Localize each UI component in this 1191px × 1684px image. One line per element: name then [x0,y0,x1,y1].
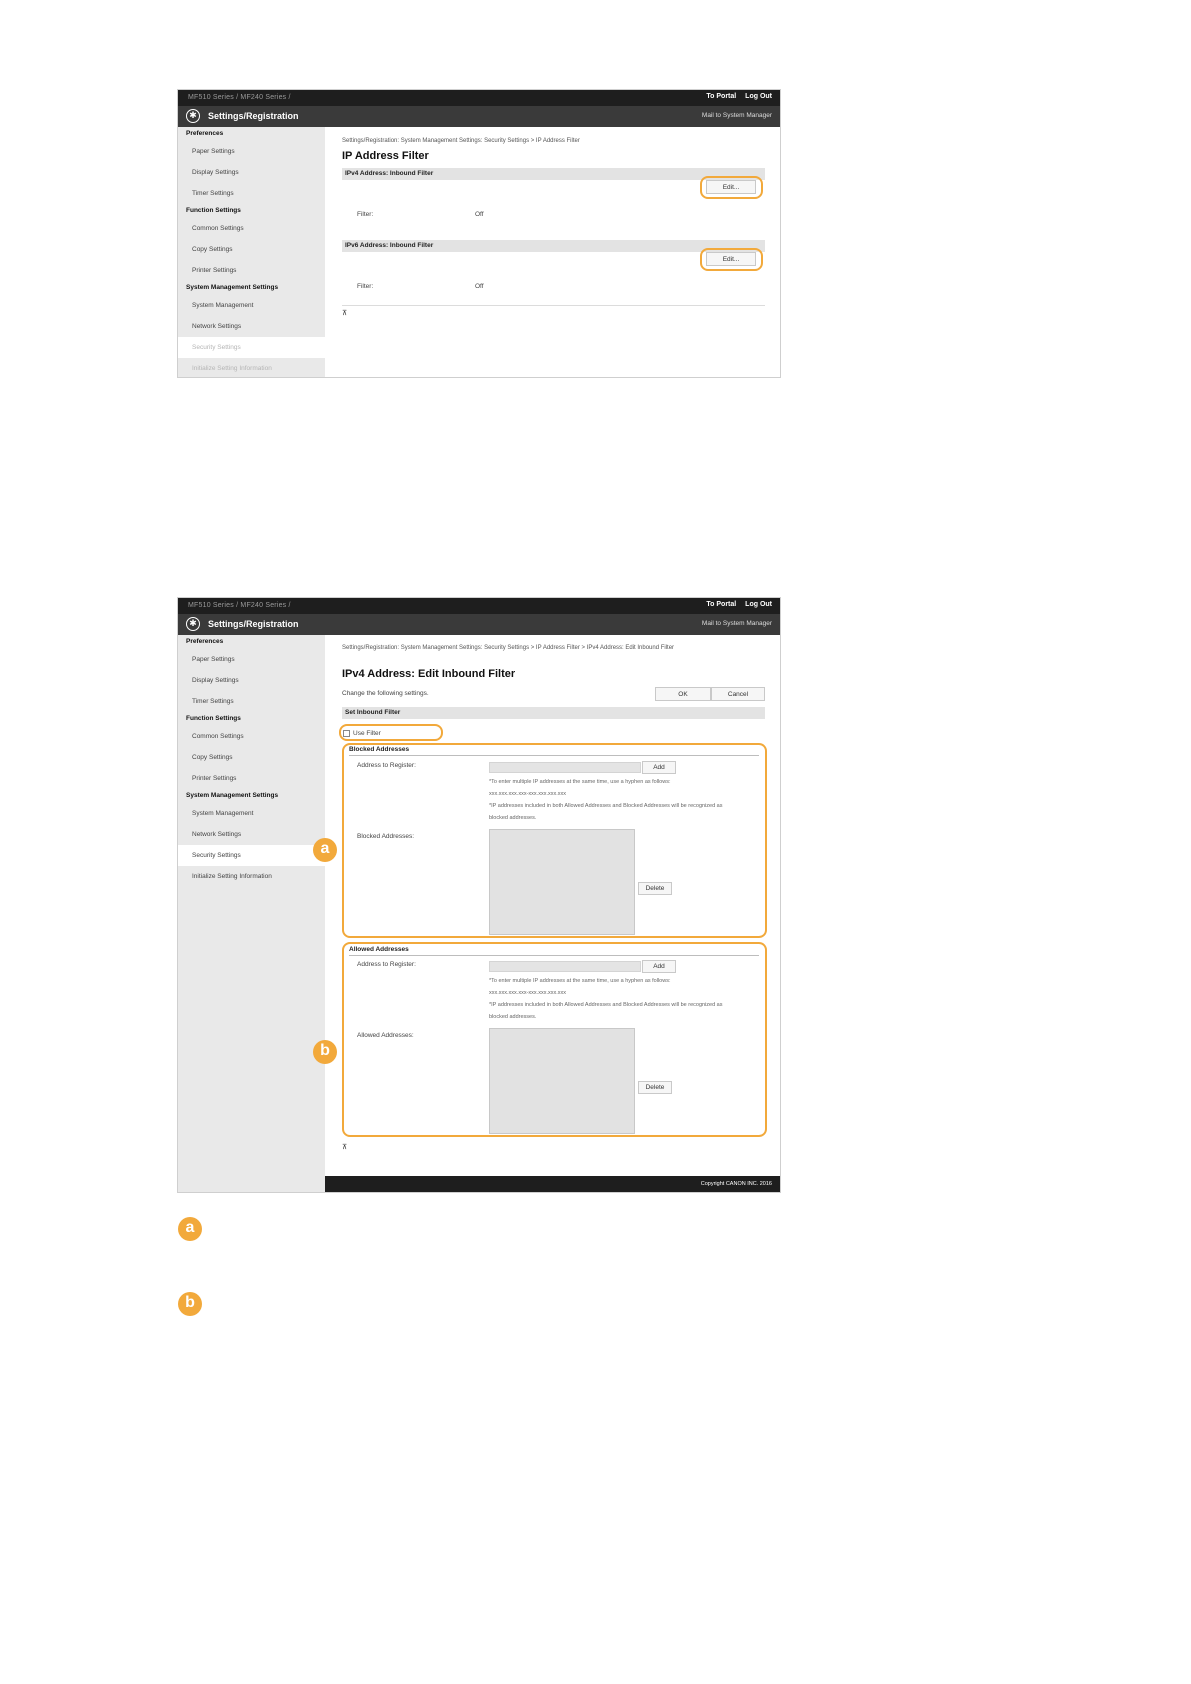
ipv6-edit-highlight [700,248,763,271]
sidebar-section-preferences: Preferences [186,130,224,137]
divider [349,755,759,756]
breadcrumb: Settings/Registration: System Management Settings: Security Settings > IP Address Filter > IPv4 Address: Edit Inbound Filter [342,645,675,651]
blocked-delete-button[interactable]: Delete [638,882,672,895]
to-portal-link[interactable]: To Portal [706,601,737,608]
sidebar-item-network-settings[interactable]: Network Settings [192,323,242,330]
allowed-addresses-listbox[interactable] [489,1028,635,1134]
callout-badge-b: b [313,1040,337,1064]
blocked-addresses-list-label: Blocked Addresses: [357,833,415,840]
app-title: Settings/Registration [208,111,299,121]
model-name: MF510 Series / MF240 Series / [188,602,291,609]
allowed-addresses-list-label: Allowed Addresses: [357,1032,414,1039]
top-bar [178,598,780,614]
title-bar [178,106,780,127]
blocked-addresses-listbox[interactable] [489,829,635,935]
settings-logo-icon: ✱ [186,617,200,631]
ipv4-edit-button[interactable]: Edit... [706,180,756,194]
breadcrumb: Settings/Registration: System Management Settings: Security Settings > IP Address Filter [342,138,580,144]
ipv4-filter-label: Filter: [357,211,374,218]
to-portal-link[interactable]: To Portal [706,93,737,100]
blocked-note-line2: *IP addresses included in both Allowed Addresses and Blocked Addresses will be recognized as blocked addresses. [489,803,723,821]
ipv6-filter-value: Off [475,283,484,290]
blocked-add-button[interactable]: Add [642,761,676,774]
allowed-note-line1: *To enter multiple IP addresses at the same time, use a hyphen as follows: [489,978,671,984]
allowed-address-input[interactable] [489,961,641,972]
sidebar-item-common-settings[interactable]: Common Settings [192,733,244,740]
set-inbound-filter-header: Set Inbound Filter [342,707,765,719]
page-title: IP Address Filter [342,150,429,162]
model-name: MF510 Series / MF240 Series / [188,94,291,101]
sidebar [178,635,325,1192]
sidebar-section-system-management-settings: System Management Settings [186,284,279,291]
sidebar [178,127,325,377]
allowed-note [489,975,739,1023]
blocked-address-to-register-label: Address to Register: [357,762,416,769]
sidebar-item-paper-settings[interactable]: Paper Settings [192,656,235,663]
sidebar-item-printer-settings[interactable]: Printer Settings [192,267,237,274]
page-title: IPv4 Address: Edit Inbound Filter [342,668,516,680]
blocked-note [489,776,739,824]
sidebar-item-paper-settings[interactable]: Paper Settings [192,148,235,155]
divider [349,955,759,956]
ipv6-inbound-filter-header: IPv6 Address: Inbound Filter [342,240,765,252]
sidebar-item-timer-settings[interactable]: Timer Settings [192,698,234,705]
settings-logo-icon: ✱ [186,109,200,123]
sidebar-section-function-settings: Function Settings [186,207,241,214]
blocked-address-input[interactable] [489,762,641,773]
sidebar-item-copy-settings[interactable]: Copy Settings [192,246,233,253]
use-filter-highlight [339,724,443,741]
instruction-text: Change the following settings. [342,690,429,697]
sidebar-item-display-settings[interactable]: Display Settings [192,677,239,684]
allowed-address-to-register-label: Address to Register: [357,961,416,968]
footer-copyright: Copyright CANON INC. 2016 [325,1176,780,1192]
sidebar-item-timer-settings[interactable]: Timer Settings [192,190,234,197]
callout-badge-a: a [313,838,337,862]
sidebar-item-printer-settings[interactable]: Printer Settings [192,775,237,782]
allowed-note-example: xxx.xxx.xxx.xxx-xxx.xxx.xxx.xxx [489,990,566,996]
blocked-note-line1: *To enter multiple IP addresses at the same time, use a hyphen as follows: [489,779,671,785]
divider [342,305,765,306]
ipv4-edit-highlight [700,176,763,199]
allowed-delete-button[interactable]: Delete [638,1081,672,1094]
sidebar-section-function-settings: Function Settings [186,715,241,722]
legend-badge-a: a [178,1217,202,1241]
ip-address-filter-screenshot [178,90,780,377]
use-filter-label: Use Filter [353,730,381,737]
sidebar-item-security-settings[interactable]: Security Settings [178,337,325,358]
sidebar-item-initialize-setting-information[interactable]: Initialize Setting Information [192,873,272,880]
sidebar-item-common-settings[interactable]: Common Settings [192,225,244,232]
sidebar-item-display-settings[interactable]: Display Settings [192,169,239,176]
sidebar-item-security-settings[interactable]: Security Settings [178,845,325,866]
blocked-note-example: xxx.xxx.xxx.xxx-xxx.xxx.xxx.xxx [489,791,566,797]
sidebar-item-initialize-setting-information[interactable]: Initialize Setting Information [192,365,272,372]
back-to-top-icon[interactable]: ⊼ [342,1144,348,1151]
allowed-addresses-title: Allowed Addresses [349,946,409,953]
ipv6-edit-button[interactable]: Edit... [706,252,756,266]
ipv4-inbound-filter-header: IPv4 Address: Inbound Filter [342,168,765,180]
sidebar-item-network-settings[interactable]: Network Settings [192,831,242,838]
sidebar-section-preferences: Preferences [186,638,224,645]
mail-to-system-manager-link[interactable]: Mail to System Manager [701,620,772,627]
back-to-top-icon[interactable]: ⊼ [342,310,348,317]
ok-button[interactable]: OK [655,687,711,701]
allowed-note-line2: *IP addresses included in both Allowed Addresses and Blocked Addresses will be recognized as blocked addresses. [489,1002,723,1020]
title-bar [178,614,780,635]
mail-to-system-manager-link[interactable]: Mail to System Manager [701,112,772,119]
cancel-button[interactable]: Cancel [711,687,765,701]
log-out-link[interactable]: Log Out [745,601,772,608]
ipv6-filter-label: Filter: [357,283,374,290]
edit-inbound-filter-screenshot [178,598,780,1192]
app-title: Settings/Registration [208,619,299,629]
ipv4-filter-value: Off [475,211,484,218]
log-out-link[interactable]: Log Out [745,93,772,100]
sidebar-item-system-management[interactable]: System Management [192,302,254,309]
legend-badge-b: b [178,1292,202,1316]
main-content [320,635,780,1192]
sidebar-item-copy-settings[interactable]: Copy Settings [192,754,233,761]
main-content [325,127,780,377]
sidebar-item-system-management[interactable]: System Management [192,810,254,817]
blocked-addresses-title: Blocked Addresses [349,746,410,753]
allowed-add-button[interactable]: Add [642,960,676,973]
top-bar [178,90,780,106]
sidebar-section-system-management-settings: System Management Settings [186,792,279,799]
